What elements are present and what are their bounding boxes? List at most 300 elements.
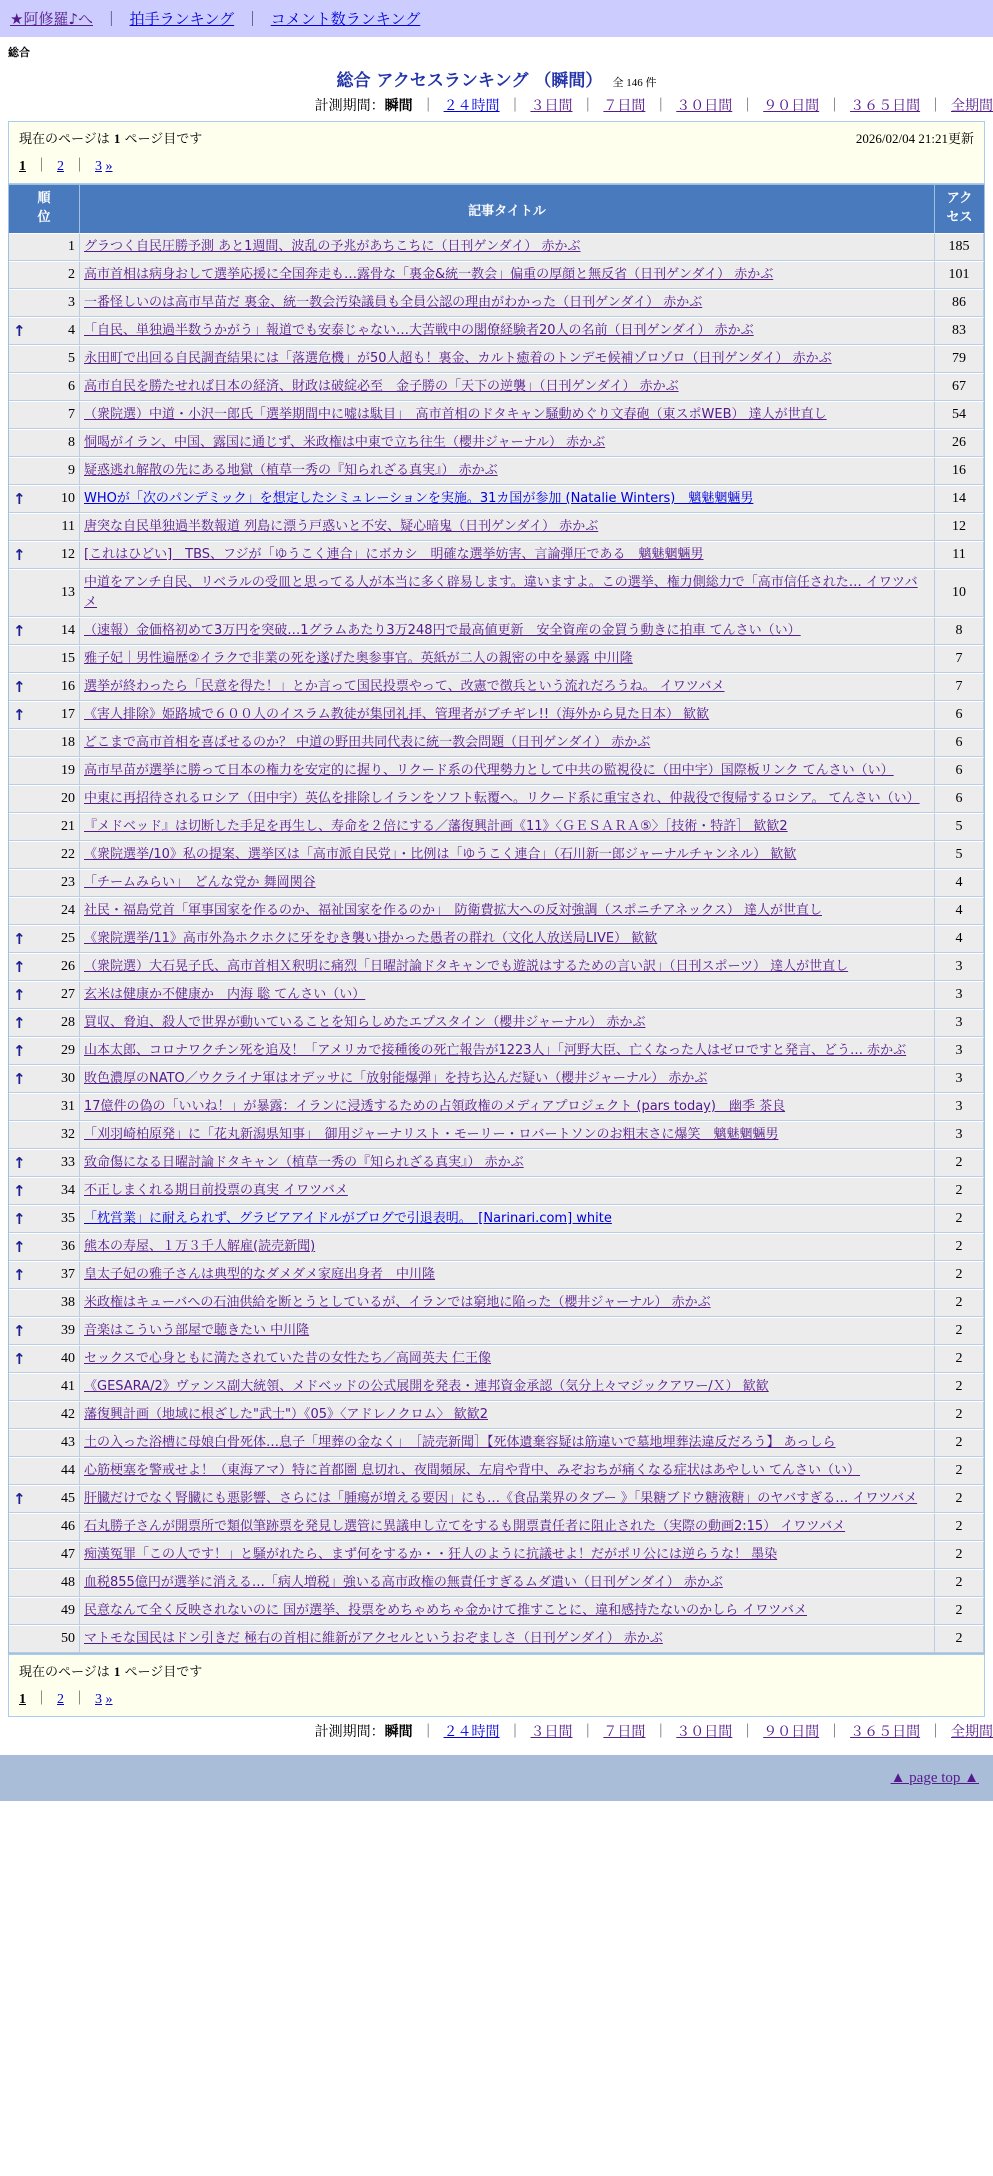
access-count: 2 [935, 1429, 984, 1457]
access-count: 11 [935, 541, 984, 569]
period-separator: ｜ [823, 98, 847, 114]
table-row [9, 1541, 984, 1569]
rank-up-arrow-icon: ↑ [13, 1210, 26, 1228]
article-link[interactable]: 唐突な自民単独過半数報道 列島に漂う戸惑いと不安、疑心暗鬼（日刊ゲンダイ） 赤かぶ [84, 519, 599, 534]
table-row [9, 925, 984, 953]
rank-cell [9, 233, 80, 261]
rank-up-arrow-icon: ↑ [13, 706, 26, 724]
article-link[interactable]: 高市首相は病身おして選挙応援に全国奔走も…露骨な「裏金&統一教会」偏重の厚顔と無反省（日刊ゲンダイ） 赤かぶ [84, 267, 774, 282]
article-link[interactable]: 玄米は健康か不健康か 内海 聡 てんさい（い） [84, 987, 366, 1002]
period-link[interactable]: ３６５日間 [850, 1724, 921, 1740]
table-row [9, 1121, 984, 1149]
period-separator: ｜ [649, 98, 673, 114]
table-row [9, 729, 984, 757]
rank-number: 29 [61, 1043, 75, 1058]
current-page-number: 1 [113, 1664, 121, 1679]
table-row [9, 401, 984, 429]
table-header-row [9, 185, 984, 233]
article-link[interactable]: 米政権はキューバへの石油供給を断とうとしているが、イランでは窮地に陥った（櫻井ジャーナル） 赤かぶ [84, 1295, 711, 1310]
title-cell [80, 813, 935, 841]
access-count: 3 [935, 1009, 984, 1037]
article-link[interactable]: （衆院選）大石晃子氏、高市首相Ｘ釈明に痛烈「日曜討論ドタキャンでも遊説はするための言い訳」（日刊スポーツ） 達人が世直し [84, 959, 849, 974]
access-count: 83 [935, 317, 984, 345]
period-selector-top [0, 95, 993, 115]
article-link[interactable]: セックスで心身ともに満たされていた昔の女性たち／高岡英夫 仁王像 [84, 1351, 492, 1366]
rank-number: 32 [61, 1127, 75, 1142]
rank-cell [9, 617, 80, 645]
access-count: 2 [935, 1261, 984, 1289]
period-separator: ｜ [736, 98, 760, 114]
period-link[interactable]: ３６５日間 [850, 98, 921, 114]
rank-cell [9, 673, 80, 701]
rank-up-arrow-icon: ↑ [13, 1154, 26, 1172]
rank-number: 47 [61, 1547, 75, 1562]
title-cell [80, 673, 935, 701]
rank-cell [9, 645, 80, 673]
rank-up-arrow-icon: ↑ [13, 1490, 26, 1508]
article-link[interactable]: 高市早苗が選挙に勝って日本の権力を安定的に握り、リクード系の代理勢力として中共の監視役に（田中宇）国際板リンク てんさい（い） [84, 763, 894, 778]
article-link[interactable]: 《GESARA/2》ヴァンス副大統領、メドベッドの公式展開を発表・連邦資金承認（気分上々マジックアワー/Ｘ） 歓歓 [84, 1379, 769, 1394]
article-link[interactable]: 痴漢冤罪「この人です！」と騒がれたら、まず何をするか・・狂人のように抗議せよ！だがポリ公には逆らうな！ 墨染 [84, 1547, 778, 1562]
rank-cell [9, 813, 80, 841]
period-link[interactable]: ７日間 [603, 1724, 646, 1740]
period-link[interactable]: ２４時間 [443, 1724, 500, 1740]
rank-cell [9, 1121, 80, 1149]
rank-number: 12 [61, 547, 75, 562]
rank-number: 38 [61, 1295, 75, 1310]
period-current: 瞬間 [384, 98, 413, 114]
table-row [9, 1289, 984, 1317]
rank-cell [9, 1009, 80, 1037]
article-link[interactable]: （速報）金価格初めて3万円を突破…1グラムあたり3万248円で最高値更新 安全資産の金買う動きに拍車 てんさい（い） [84, 623, 801, 638]
access-count: 3 [935, 981, 984, 1009]
rank-cell [9, 541, 80, 569]
rank-number: 18 [61, 735, 75, 750]
title-cell [80, 1401, 935, 1429]
article-link[interactable]: マトモな国民はドン引きだ 極右の首相に維新がアクセルというおぞましさ（日刊ゲンダイ） 赤かぶ [84, 1631, 663, 1646]
period-separator: ｜ [736, 1724, 760, 1740]
rank-number: 9 [68, 463, 75, 478]
table-row [9, 345, 984, 373]
title-cell [80, 617, 935, 645]
table-row [9, 317, 984, 345]
category-label: 総合 [8, 46, 30, 59]
period-link[interactable]: 全期間 [951, 98, 993, 114]
table-row [9, 1345, 984, 1373]
period-label: 計測期間： [314, 98, 385, 114]
article-link[interactable]: （衆院選）中道・小沢一郎氏「選挙期間中に嘘は駄目」 高市首相のドタキャン騒動めぐり文春砲（東スポWEB） 達人が世直し [84, 407, 827, 422]
table-row [9, 1009, 984, 1037]
title-cell [80, 1037, 935, 1065]
title-cell [80, 289, 935, 317]
current-page-text: 現在のページは 1 ページ目です [19, 1664, 203, 1680]
title-cell [80, 1149, 935, 1177]
rank-up-arrow-icon: ↑ [13, 1266, 26, 1284]
rank-up-arrow-icon: ↑ [13, 958, 26, 976]
rank-cell [9, 785, 80, 813]
rank-cell [9, 1149, 80, 1177]
table-row [9, 897, 984, 925]
period-current: 瞬間 [384, 1724, 413, 1740]
article-link[interactable]: 恫喝がイラン、中国、露国に通じず、米政権は中東で立ち往生（櫻井ジャーナル） 赤かぶ [84, 435, 606, 450]
table-row [9, 981, 984, 1009]
title-cell [80, 1597, 935, 1625]
rank-number: 45 [61, 1491, 75, 1506]
period-separator: ｜ [503, 98, 527, 114]
rank-number: 36 [61, 1239, 75, 1254]
article-link[interactable]: 山本太郎、コロナワクチン死を追及！「アメリカで接種後の死亡報告が1223人」「河野大臣、亡くなった人はゼロですと発言、どう… 赤かぶ [84, 1043, 907, 1058]
title-cell [80, 401, 935, 429]
rank-cell [9, 1345, 80, 1373]
article-link[interactable]: 藩復興計画（地域に根ざした"武士"）《05》〈アドレノクロム〉 歓歓2 [84, 1407, 488, 1422]
page-top-link[interactable]: ▲ page top ▲ [890, 1769, 979, 1786]
access-count: 2 [935, 1373, 984, 1401]
access-count: 2 [935, 1289, 984, 1317]
rank-cell [9, 1597, 80, 1625]
period-link[interactable]: ９０日間 [763, 98, 820, 114]
article-link[interactable]: 一番怪しいのは高市早苗だ 裏金、統一教会汚染議員も全員公認の理由がわかった（日刊ゲンダイ） 赤かぶ [84, 295, 703, 310]
rank-number: 37 [61, 1267, 75, 1282]
rank-number: 41 [61, 1379, 75, 1394]
access-count: 185 [935, 233, 984, 261]
rank-cell [9, 485, 80, 513]
rank-number: 43 [61, 1435, 75, 1450]
title-cell [80, 373, 935, 401]
table-row [9, 617, 984, 645]
table-row [9, 1597, 984, 1625]
rank-cell [9, 1625, 80, 1653]
table-row [9, 1177, 984, 1205]
table-row [9, 485, 984, 513]
table-row [9, 785, 984, 813]
table-row [9, 1485, 984, 1513]
article-link[interactable]: 「自民、単独過半数うかがう」報道でも安泰じゃない…大苦戦中の閣僚経験者20人の名前（日刊ゲンダイ） 赤かぶ [84, 323, 754, 338]
title-cell [80, 345, 935, 373]
table-row [9, 1625, 984, 1653]
period-link[interactable]: ２４時間 [443, 98, 500, 114]
rank-cell [9, 1205, 80, 1233]
page-info-panel-top [8, 121, 985, 184]
current-page-text: 現在のページは 1 ページ目です [19, 131, 203, 147]
rank-number: 50 [61, 1631, 75, 1646]
rank-number: 33 [61, 1155, 75, 1170]
title-cell [80, 841, 935, 869]
article-link[interactable]: 不正しまくれる期日前投票の真実 イワツバメ [84, 1183, 348, 1198]
rank-number: 13 [61, 585, 75, 600]
article-link[interactable]: 中東に再招待されるロシア（田中宇）英仏を排除しイランをソフト転覆へ。リクード系に重宝され、仲裁役で復帰するロシア。 てんさい（い） [84, 791, 920, 806]
table-row [9, 1261, 984, 1289]
article-link[interactable]: 永田町で出回る自民調査結果には「落選危機」が50人超も！裏金、カルト癒着のトンデモ候補ゾロゾロ（日刊ゲンダイ） 赤かぶ [84, 351, 832, 366]
ranking-table-body [9, 233, 984, 1653]
period-link[interactable]: ９０日間 [763, 1724, 820, 1740]
access-count: 6 [935, 701, 984, 729]
rank-up-arrow-icon: ↑ [13, 1322, 26, 1340]
table-row [9, 1457, 984, 1485]
rank-cell [9, 1569, 80, 1597]
access-count: 7 [935, 645, 984, 673]
table-row [9, 841, 984, 869]
access-count: 6 [935, 785, 984, 813]
article-link[interactable]: 致命傷になる日曜討論ドタキャン（植草一秀の『知られざる真実』） 赤かぶ [84, 1155, 524, 1170]
access-count: 2 [935, 1233, 984, 1261]
article-link[interactable]: 選挙が終わったら「民意を得た！」とか言って国民投票やって、改憲で徴兵という流れだろうね。 イワツバメ [84, 679, 725, 694]
article-link[interactable]: 《害人排除》姫路城で６００人のイスラム教徒が集団礼拝、管理者がブチギレ!!（海外から見た日本） 歓歓 [84, 707, 710, 722]
article-link[interactable]: 買収、脅迫、殺人で世界が動いていることを知らしめたエプスタイン（櫻井ジャーナル） 赤かぶ [84, 1015, 646, 1030]
title-line [0, 66, 993, 91]
access-count: 4 [935, 925, 984, 953]
rank-cell [9, 1093, 80, 1121]
title-cell [80, 1121, 935, 1149]
rank-up-arrow-icon: ↑ [13, 322, 26, 340]
rank-number: 11 [61, 519, 75, 534]
title-cell [80, 897, 935, 925]
rank-cell [9, 1485, 80, 1513]
top-nav-link[interactable]: コメント数ランキング [270, 10, 421, 28]
rank-number: 21 [61, 819, 75, 834]
pagination-link[interactable]: 2 [57, 159, 64, 174]
pagination-separator: ｜ [31, 1692, 52, 1707]
title-cell [80, 457, 935, 485]
rank-number: 48 [61, 1575, 75, 1590]
article-link[interactable]: 《衆院選挙/11》高市外為ホクホクに牙をむき襲い掛かった愚者の群れ（文化人放送局LIVE） 歓歓 [84, 931, 658, 946]
access-count: 2 [935, 1317, 984, 1345]
article-link[interactable]: [これはひどい] TBS、フジが「ゆうこく連合」にボカシ 明確な選挙妨害、言論弾圧である 魑魅魍魎男 [84, 547, 704, 562]
table-row [9, 1065, 984, 1093]
rank-number: 5 [68, 351, 75, 366]
title-cell [80, 1457, 935, 1485]
title-cell [80, 757, 935, 785]
table-row [9, 673, 984, 701]
title-cell [80, 1317, 935, 1345]
rank-number: 25 [61, 931, 75, 946]
rank-cell [9, 429, 80, 457]
access-count: 2 [935, 1597, 984, 1625]
pagination-link[interactable]: 2 [57, 1692, 64, 1707]
article-link[interactable]: 肝臓だけでなく腎臓にも悪影響、さらには「腫瘍が増える要因」にも…《食品業界のタブー 》「果糖ブドウ糖液糖」のヤバすぎる… イワツバメ [84, 1491, 918, 1506]
article-link[interactable]: 石丸勝子さんが開票所で類似筆跡票を発見し選管に異議申し立てをするも開票責任者に阻止された（実際の動画2:15） イワツバメ [84, 1519, 846, 1534]
article-link[interactable]: 皇太子妃の雅子さんは典型的なダメダメ家庭出身者 中川隆 [84, 1267, 436, 1282]
rank-cell [9, 1289, 80, 1317]
article-link[interactable]: 民意なんて全く反映されないのに 国が選挙、投票をめちゃめちゃ金かけて推すことに、違和感持たないのかしら イワツバメ [84, 1603, 808, 1618]
title-cell [80, 1093, 935, 1121]
access-count: 2 [935, 1569, 984, 1597]
rank-number: 28 [61, 1015, 75, 1030]
period-separator: ｜ [649, 1724, 673, 1740]
rank-cell [9, 1317, 80, 1345]
access-count: 2 [935, 1205, 984, 1233]
pagination-separator: ｜ [69, 159, 90, 174]
period-selector-bottom [0, 1721, 993, 1741]
rank-cell [9, 1457, 80, 1485]
table-row [9, 1037, 984, 1065]
period-link[interactable]: ３日間 [530, 98, 573, 114]
rank-up-arrow-icon: ↑ [13, 986, 26, 1004]
article-link[interactable]: 17億件の偽の「いいね！」が暴露：イランに浸透するための占領政権のメディアプロジェクト (pars today) 幽季 茶良 [84, 1099, 786, 1114]
rank-up-arrow-icon: ↑ [13, 1238, 26, 1256]
article-link[interactable]: 社民・福島党首「軍事国家を作るのか、福祉国家を作るのか」 防衛費拡大への反対強調（スポニチアネックス） 達人が世直し [84, 903, 822, 918]
rank-up-arrow-icon: ↑ [13, 1182, 26, 1200]
access-count: 5 [935, 813, 984, 841]
rank-number: 16 [61, 679, 75, 694]
title-cell [80, 1485, 935, 1513]
period-link[interactable]: ３０日間 [676, 98, 733, 114]
title-cell [80, 925, 935, 953]
pagination-next-link[interactable]: » [105, 159, 113, 174]
table-row [9, 869, 984, 897]
article-link[interactable]: 熊本の寿屋、１万３千人解雇(読売新聞) [84, 1239, 316, 1254]
title-cell [80, 1205, 935, 1233]
nav-separator: ｜ [99, 10, 124, 28]
rank-cell [9, 953, 80, 981]
access-count: 2 [935, 1149, 984, 1177]
title-cell [80, 645, 935, 673]
access-count: 6 [935, 729, 984, 757]
article-link[interactable]: 雅子妃｜男性遍歴②イラクで非業の死を遂げた奥参事官。英紙が二人の親密の中を暴露 中川隆 [84, 651, 633, 666]
rank-cell [9, 1037, 80, 1065]
rank-cell [9, 261, 80, 289]
pagination-separator: ｜ [31, 159, 52, 174]
rank-up-arrow-icon: ↑ [13, 1042, 26, 1060]
rank-number: 34 [61, 1183, 75, 1198]
rank-cell [9, 1261, 80, 1289]
period-separator: ｜ [924, 98, 947, 114]
rank-number: 4 [68, 323, 75, 338]
article-link[interactable]: 中道をアンチ自民、リベラルの受皿と思ってる人が本当に多く辟易します。違いますよ。この選挙、権力側総力で「高市信任された… イワツバメ [84, 575, 918, 610]
updated-timestamp: 2026/02/04 21:21更新 [855, 131, 974, 146]
pagination-current: 1 [19, 1692, 26, 1707]
access-count: 10 [935, 569, 984, 617]
period-link[interactable]: ７日間 [603, 98, 646, 114]
article-link[interactable]: 高市自民を勝たせれば日本の経済、財政は破綻必至 金子勝の「天下の逆襲」（日刊ゲンダイ） 赤かぶ [84, 379, 679, 394]
rank-number: 46 [61, 1519, 75, 1534]
title-cell [80, 233, 935, 261]
article-link[interactable]: 「枕営業」に耐えられず、グラビアアイドルがブログで引退表明。 [Narinari.com] white [84, 1211, 612, 1226]
period-link[interactable]: ３０日間 [676, 1724, 733, 1740]
article-link[interactable]: どこまで高市首相を喜ばせるのか？ 中道の野田共同代表に統一教会問題（日刊ゲンダイ） 赤かぶ [84, 735, 651, 750]
article-link[interactable]: WHOが「次のパンデミック」を想定したシミュレーションを実施。31カ国が参加 (Natalie Winters) 魑魅魍魎男 [84, 491, 754, 506]
table-row [9, 1401, 984, 1429]
access-count: 3 [935, 1037, 984, 1065]
rank-number: 1 [68, 239, 75, 254]
rank-cell [9, 701, 80, 729]
article-link[interactable]: 「チームみらい」 どんな党か 舞岡関谷 [84, 875, 316, 890]
access-count: 4 [935, 869, 984, 897]
access-count: 14 [935, 485, 984, 513]
title-cell [80, 1065, 935, 1093]
article-link[interactable]: 敗色濃厚のNATO／ウクライナ軍はオデッサに「放射能爆弾」を持ち込んだ疑い（櫻井ジャーナル） 赤かぶ [84, 1071, 708, 1086]
rank-number: 40 [61, 1351, 75, 1366]
title-cell [80, 569, 935, 617]
article-link[interactable]: 血税855億円が選挙に消える…「病人増税」強いる高市政権の無責任すぎるムダ遣い（日刊ゲンダイ） 赤かぶ [84, 1575, 723, 1590]
access-count: 2 [935, 1401, 984, 1429]
table-row [9, 233, 984, 261]
period-link[interactable]: ３日間 [530, 1724, 573, 1740]
access-count: 3 [935, 1121, 984, 1149]
rank-number: 14 [61, 623, 75, 638]
access-count: 3 [935, 1065, 984, 1093]
access-count: 2 [935, 1513, 984, 1541]
table-row [9, 953, 984, 981]
table-row [9, 513, 984, 541]
access-count: 3 [935, 953, 984, 981]
current-page-number: 1 [113, 131, 121, 146]
article-link[interactable]: グラつく自民圧勝予測 あと1週間、波乱の予兆があちこちに（日刊ゲンダイ） 赤かぶ [84, 239, 581, 254]
access-count: 86 [935, 289, 984, 317]
access-count: 12 [935, 513, 984, 541]
title-cell [80, 1429, 935, 1457]
period-link[interactable]: 全期間 [951, 1724, 993, 1740]
rank-cell [9, 317, 80, 345]
table-row [9, 457, 984, 485]
access-column-header: アクセス [935, 185, 984, 233]
page-top-bar [0, 1755, 993, 1801]
title-cell [80, 1009, 935, 1037]
rank-cell [9, 373, 80, 401]
article-link[interactable]: 心筋梗塞を警戒せよ！（東海アマ）特に首都圏 息切れ、夜間頻尿、左肩や背中、みぞおちが痛くなる症状はあやしい てんさい（い） [84, 1463, 861, 1478]
table-row [9, 1569, 984, 1597]
top-nav-link[interactable]: ★阿修羅♪へ [10, 10, 94, 28]
pagination-next-link[interactable]: » [105, 1692, 113, 1707]
access-count: 4 [935, 897, 984, 925]
title-cell [80, 1233, 935, 1261]
title-cell [80, 1261, 935, 1289]
rank-number: 30 [61, 1071, 75, 1086]
rank-cell [9, 1065, 80, 1093]
rank-number: 17 [61, 707, 75, 722]
rank-cell [9, 1541, 80, 1569]
access-count: 79 [935, 345, 984, 373]
access-count: 67 [935, 373, 984, 401]
table-row [9, 373, 984, 401]
access-count: 6 [935, 757, 984, 785]
article-link[interactable]: 疑惑逃れ解散の先にある地獄（植草一秀の『知られざる真実』） 赤かぶ [84, 463, 498, 478]
title-cell [80, 981, 935, 1009]
ranking-table [8, 184, 985, 1654]
access-count: 5 [935, 841, 984, 869]
rank-number: 3 [68, 295, 75, 310]
pagination-top [19, 155, 974, 175]
access-count: 2 [935, 1457, 984, 1485]
rank-cell [9, 841, 80, 869]
rank-number: 6 [68, 379, 75, 394]
article-link[interactable]: 《衆院選挙/10》私の提案、選挙区は「高市派自民党」・比例は「ゆうこく連合」（石川新一郎ジャーナルチャンネル） 歓歓 [84, 847, 797, 862]
period-separator: ｜ [576, 98, 600, 114]
article-link[interactable]: 音楽はこういう部屋で聴きたい 中川隆 [84, 1323, 310, 1338]
top-nav-link[interactable]: 拍手ランキング [129, 10, 235, 28]
period-separator: ｜ [576, 1724, 600, 1740]
table-row [9, 1205, 984, 1233]
rank-number: 31 [61, 1099, 75, 1114]
rank-number: 20 [61, 791, 75, 806]
article-link[interactable]: 『メドベッド』は切断した手足を再生し、寿命を２倍にする／藩復興計画《11》〈ＧＥＳＡＲＡ⑤〉［技術・特許］ 歓歓2 [84, 819, 788, 834]
total-count: 全 146 件 [612, 77, 657, 89]
rank-cell [9, 289, 80, 317]
title-cell [80, 261, 935, 289]
rank-number: 22 [61, 847, 75, 862]
rank-up-arrow-icon: ↑ [13, 1070, 26, 1088]
rank-number: 23 [61, 875, 75, 890]
table-row [9, 1513, 984, 1541]
pagination-link[interactable]: 3 [95, 1692, 102, 1707]
access-count: 101 [935, 261, 984, 289]
table-row [9, 1429, 984, 1457]
pagination-link[interactable]: 3 [95, 159, 102, 174]
article-link[interactable]: 「刈羽崎柏原発」に「花丸新潟県知事」 御用ジャーナリスト・モーリー・ロバートソンのお粗末さに爆笑 魑魅魍魎男 [84, 1127, 779, 1142]
article-link[interactable]: 土の入った浴槽に母娘白骨死体…息子「埋葬の金なく」 ［読売新聞］【死体遺棄容疑は筋違いで墓地埋葬法違反だろう】 あっしら [84, 1435, 836, 1450]
title-cell [80, 1541, 935, 1569]
access-count: 2 [935, 1541, 984, 1569]
title-cell [80, 1373, 935, 1401]
